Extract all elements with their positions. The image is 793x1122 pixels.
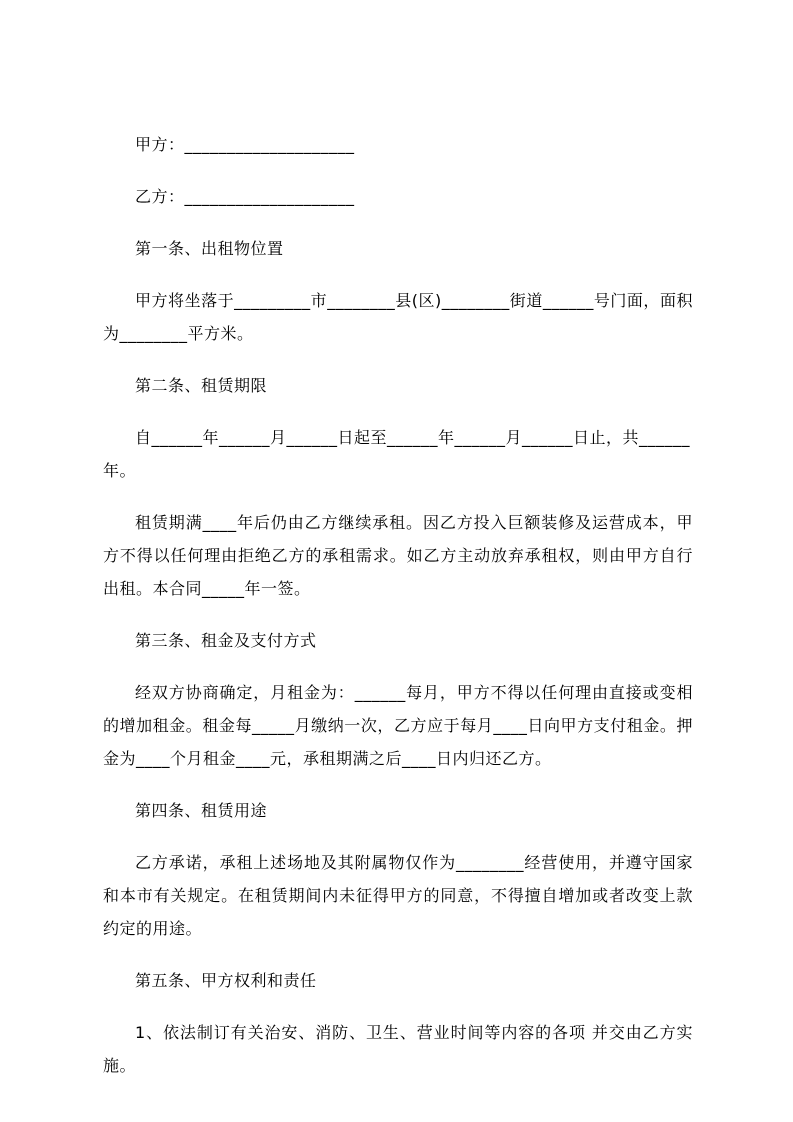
party-b-blank-line: 乙方：____________________ [135,187,355,206]
article-5-item-1: 1、依法制订有关治安、消防、卫生、营业时间等内容的各项 并交由乙方实施。 [103,1023,693,1075]
article-4-paragraph-usage: 乙方承诺，承租上述场地及其附属物仅作为________经营使用，并遵守国家和本市有关规定。在租赁期间内未征得甲方的同意，不得擅自增加或者改变上款约定的用途。 [103,853,693,938]
article-2-paragraph-term-dates: 自______年______月______日起至______年______月______日止，共______年。 [103,428,691,480]
article-3-heading: 第三条、租金及支付方式 [135,631,317,650]
article-1-heading: 第一条、出租物位置 [135,239,284,258]
party-a-blank-line: 甲方：____________________ [135,135,355,154]
article-3-paragraph-rent-payment: 经双方协商确定，月租金为：______每月，甲方不得以任何理由直接或变相的增加租金。租金每_____月缴纳一次，乙方应于每月____日向甲方支付租金。押金为____个月租金____元，承租期满之后____日内归还乙方。 [103,683,693,768]
article-4-heading: 第四条、租赁用途 [135,801,268,820]
article-2-heading: 第二条、租赁期限 [135,376,268,395]
article-5-heading: 第五条、甲方权利和责任 [135,971,317,990]
article-1-paragraph-location: 甲方将坐落于_________市________县(区)________街道______号门面，面积为________平方米。 [103,291,693,343]
article-2-paragraph-renewal: 租赁期满____年后仍由乙方继续承租。因乙方投入巨额装修及运营成本，甲方不得以任何理由拒绝乙方的承租需求。如乙方主动放弃承租权，则由甲方自行出租。本合同_____年一签。 [103,513,693,598]
